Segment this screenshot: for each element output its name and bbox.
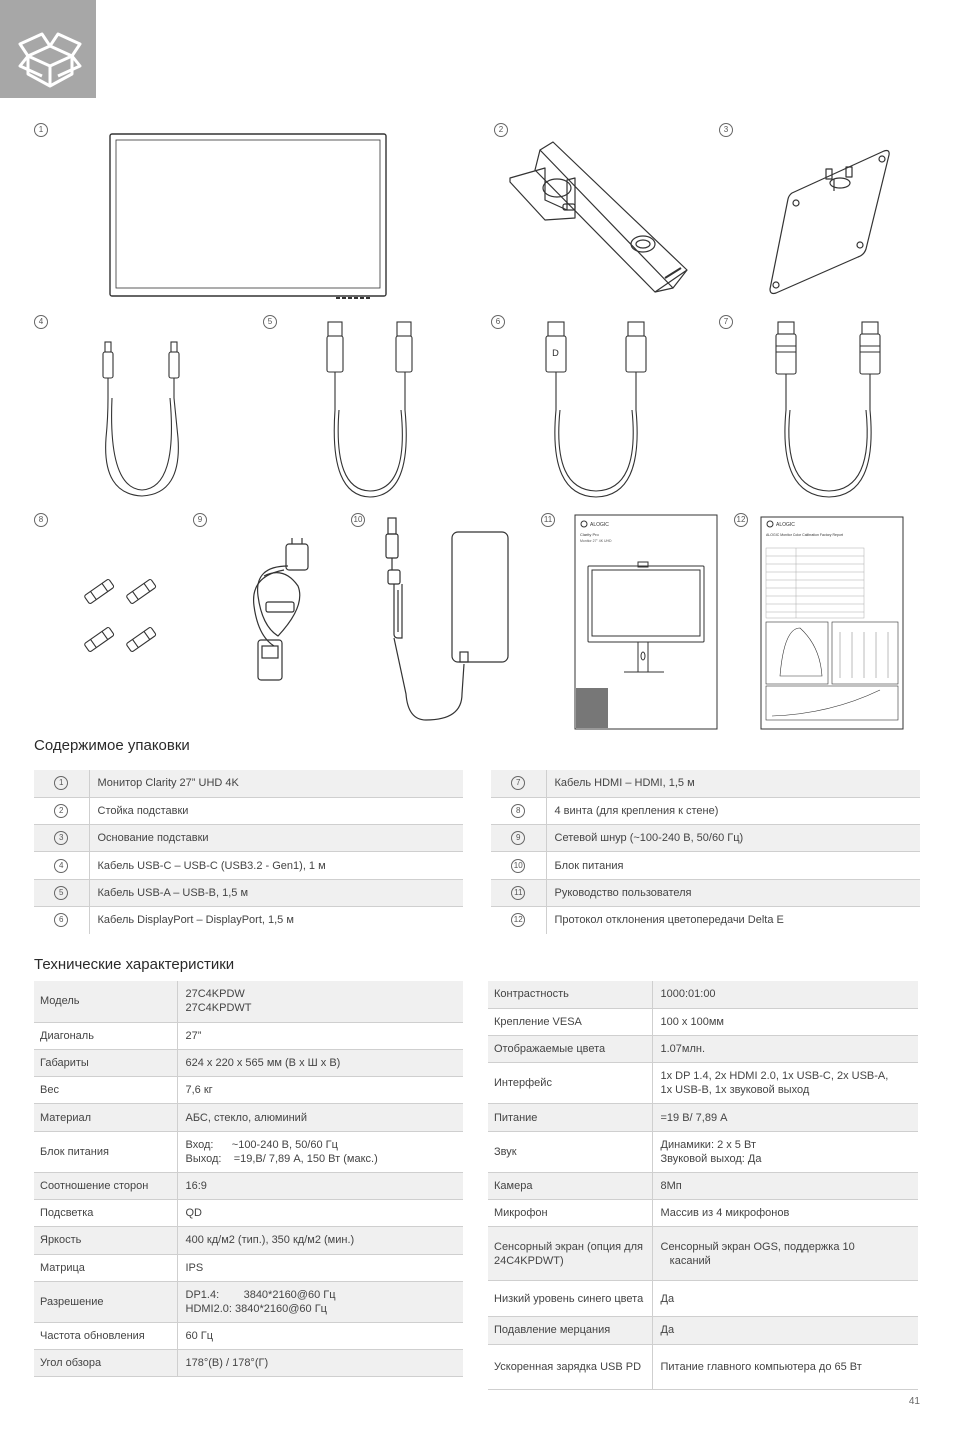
table-row	[491, 852, 920, 879]
spec-key: Габариты	[34, 1049, 177, 1076]
spec-value-line: АБС, стекло, алюминий	[185, 1111, 307, 1124]
spec-value	[177, 1077, 463, 1104]
spec-value	[652, 1199, 918, 1226]
spec-key: Материал	[34, 1104, 177, 1131]
spec-value	[177, 1254, 463, 1281]
usb-a-usb-b-cable-illustration	[325, 320, 415, 500]
item-label: Блок питания	[546, 852, 920, 879]
spec-key: Диагональ	[34, 1022, 177, 1049]
spec-key: Матрица	[34, 1254, 177, 1281]
spec-table-left	[34, 981, 463, 1377]
item-label: Основание подставки	[89, 825, 463, 852]
spec-value-line: Выход: =19,В/ 7,89 А, 150 Вт (макс.)	[185, 1152, 378, 1165]
stand-neck-illustration	[505, 140, 695, 298]
row-number: 2	[54, 804, 68, 818]
spec-table-right	[488, 981, 918, 1390]
item-label: Кабель DisplayPort – DisplayPort, 1,5 м	[97, 914, 294, 927]
table-row	[34, 797, 463, 824]
spec-value-line: Динамики: 2 x 5 Вт	[660, 1138, 756, 1151]
table-row	[34, 1131, 463, 1172]
item-number-7: 7	[719, 315, 733, 329]
table-row	[488, 1317, 918, 1344]
item-label: Протокол отклонения цветопередачи Delta E	[554, 914, 784, 927]
spec-value-line: касаний	[660, 1254, 711, 1267]
spec-value-line: Массив из 4 микрофонов	[660, 1207, 790, 1220]
spec-value	[177, 981, 463, 1022]
manual-title: Clarity Pro	[580, 532, 599, 537]
spec-value-line: 624 x 220 x 565 мм (В х Ш х В)	[185, 1056, 341, 1069]
spec-value-line: 1.07млн.	[660, 1043, 706, 1056]
item-number-10: 10	[351, 513, 365, 527]
table-row	[491, 825, 920, 852]
spec-value-line: Сенсорный экран OGS, поддержка 10	[660, 1240, 855, 1253]
monitor-illustration	[108, 132, 390, 300]
item-number-4: 4	[34, 315, 48, 329]
spec-value-line: 1x USB-B, 1x звуковой выход	[660, 1084, 810, 1097]
table-row	[488, 1104, 918, 1131]
spec-value-line: 60 Гц	[185, 1330, 214, 1343]
spec-value	[652, 1131, 918, 1172]
spec-key: Блок питания	[34, 1131, 177, 1172]
table-row	[488, 1063, 918, 1104]
spec-value-line: 27”	[185, 1029, 202, 1042]
spec-key: Угол обзора	[34, 1350, 177, 1377]
spec-value-line: 16:9	[185, 1179, 207, 1192]
table-row	[34, 1077, 463, 1104]
spec-key: Крепление VESA	[488, 1008, 652, 1035]
table-row	[34, 1254, 463, 1281]
spec-value-line: 1000:01:00	[660, 988, 716, 1001]
spec-key: Вес	[34, 1077, 177, 1104]
user-manual-illustration	[574, 514, 720, 732]
specifications-title: Технические характеристики	[34, 956, 235, 973]
spec-key: Контрастность	[488, 981, 652, 1008]
spec-value-line: Да	[660, 1292, 675, 1305]
row-number: 9	[511, 831, 525, 845]
spec-value	[652, 1344, 918, 1389]
spec-value	[177, 1131, 463, 1172]
table-row	[34, 852, 463, 879]
spec-key: Подавление мерцания	[488, 1317, 652, 1344]
spec-value-line: 1x DP 1.4, 2x HDMI 2.0, 1x USB-C, 2x USB-A,	[660, 1070, 889, 1083]
table-row	[491, 879, 920, 906]
table-row	[34, 1322, 463, 1349]
item-label: Сетевой шнур (~100-240 В, 50/60 Гц)	[546, 825, 920, 852]
wall-screws-illustration	[80, 572, 170, 656]
spec-value	[177, 1049, 463, 1076]
item-number-3: 3	[719, 123, 733, 137]
delta-e-report-illustration	[760, 516, 906, 732]
manual-subtitle: Monitor 27" 4K UHD	[580, 539, 612, 543]
svg-text:D: D	[552, 349, 559, 359]
row-number: 3	[54, 831, 68, 845]
table-row	[488, 1172, 918, 1199]
item-label: Кабель HDMI – HDMI, 1,5 м	[546, 770, 920, 797]
row-number: 8	[511, 804, 525, 818]
table-row	[488, 1008, 918, 1035]
table-row	[34, 981, 463, 1022]
spec-value	[177, 1227, 463, 1254]
row-number: 7	[511, 776, 525, 790]
spec-key: Ускоренная зарядка USB PD	[488, 1344, 652, 1389]
hdmi-cable-illustration	[774, 320, 884, 500]
spec-key: Модель	[34, 981, 177, 1022]
spec-key: Соотношение сторон	[34, 1172, 177, 1199]
spec-key: Частота обновления	[34, 1322, 177, 1349]
spec-key: Яркость	[34, 1227, 177, 1254]
row-number: 12	[511, 913, 525, 927]
spec-value	[652, 1104, 918, 1131]
table-row	[34, 1049, 463, 1076]
box-icon	[18, 28, 82, 90]
spec-key: Разрешение	[34, 1281, 177, 1322]
row-number: 4	[54, 859, 68, 873]
spec-value-line: 27C4KPDW	[185, 988, 245, 1001]
spec-key: Камера	[488, 1172, 652, 1199]
power-cord-illustration	[244, 536, 316, 688]
table-row	[491, 797, 920, 824]
spec-value	[652, 1317, 918, 1344]
report-brand: ALOGIC	[776, 522, 795, 528]
spec-value	[177, 1281, 463, 1322]
spec-key: Отображаемые цвета	[488, 1036, 652, 1063]
package-table-right	[491, 770, 920, 934]
spec-value	[652, 1036, 918, 1063]
table-row	[488, 1227, 918, 1281]
table-row	[488, 1281, 918, 1317]
spec-value-line: Звуковой выход: Да	[660, 1152, 762, 1165]
item-number-12: 12	[734, 513, 748, 527]
page-number: 41	[908, 1396, 920, 1407]
spec-value-line: HDMI2.0: 3840*2160@60 Гц	[185, 1302, 327, 1315]
table-row	[34, 825, 463, 852]
spec-value-line: QD	[185, 1207, 202, 1220]
spec-key: Сенсорный экран (опция для 24C4KPDWT)	[488, 1227, 652, 1281]
spec-value	[652, 1227, 918, 1281]
spec-key: Звук	[488, 1131, 652, 1172]
table-row	[491, 770, 920, 797]
item-label: Стойка подставки	[89, 797, 463, 824]
spec-key: Интерфейс	[488, 1063, 652, 1104]
table-row	[34, 1172, 463, 1199]
spec-value	[177, 1104, 463, 1131]
item-number-6: 6	[491, 315, 505, 329]
table-row	[34, 1350, 463, 1377]
spec-key: Низкий уровень синего цвета	[488, 1281, 652, 1317]
table-row	[491, 906, 920, 933]
spec-value	[177, 1022, 463, 1049]
item-label: Кабель USB-C – USB-C (USB3.2 - Gen1), 1 м	[89, 852, 463, 879]
spec-value-line: Да	[660, 1324, 675, 1337]
spec-value-line: 178°(В) / 178°(Г)	[185, 1357, 269, 1370]
stand-base-illustration	[762, 145, 894, 297]
row-number: 6	[54, 913, 68, 927]
table-row	[34, 1199, 463, 1226]
spec-value	[177, 1350, 463, 1377]
item-number-1: 1	[34, 123, 48, 137]
spec-value-line: DP1.4: 3840*2160@60 Гц	[185, 1288, 336, 1301]
row-number: 11	[511, 886, 525, 900]
table-row	[34, 1104, 463, 1131]
table-row	[488, 1199, 918, 1226]
item-number-9: 9	[193, 513, 207, 527]
package-contents-title: Содержимое упаковки	[34, 737, 190, 754]
table-row	[34, 1022, 463, 1049]
item-number-8: 8	[34, 513, 48, 527]
displayport-cable-illustration	[544, 320, 648, 500]
package-table-left	[34, 770, 463, 934]
spec-key: Подсветка	[34, 1199, 177, 1226]
spec-value-line: Вход: ~100-240 В, 50/60 Гц	[185, 1138, 338, 1151]
spec-value-line: 7,6 кг	[185, 1084, 213, 1097]
spec-value-line: 8Мп	[660, 1179, 682, 1192]
spec-value-line: 100 x 100мм	[660, 1015, 724, 1028]
table-row	[34, 1281, 463, 1322]
table-row	[34, 1227, 463, 1254]
spec-value-line: 400 кд/м2 (тип.), 350 кд/м2 (мин.)	[185, 1234, 355, 1247]
spec-value	[652, 1281, 918, 1317]
spec-value	[177, 1322, 463, 1349]
row-number: 10	[511, 859, 525, 873]
item-label: 4 винта (для крепления к стене)	[546, 797, 920, 824]
usb-c-cable-illustration	[100, 338, 188, 500]
table-row	[488, 981, 918, 1008]
item-label: Руководство пользователя	[546, 879, 920, 906]
table-row	[34, 906, 463, 933]
package-corner-tab	[0, 0, 96, 98]
report-title: ALOGIC Monitor Color Calibration Factory Report	[766, 533, 844, 537]
table-row	[34, 879, 463, 906]
item-number-2: 2	[494, 123, 508, 137]
item-label: Кабель USB-A – USB-B, 1,5 м	[89, 879, 463, 906]
spec-key: Питание	[488, 1104, 652, 1131]
item-number-11: 11	[541, 513, 555, 527]
manual-brand: ALOGIC	[590, 522, 609, 528]
spec-key: Микрофон	[488, 1199, 652, 1226]
spec-value	[177, 1172, 463, 1199]
table-row	[488, 1131, 918, 1172]
spec-value-line: =19 В/ 7,89 А	[660, 1111, 728, 1124]
spec-value	[652, 1008, 918, 1035]
spec-value	[177, 1199, 463, 1226]
spec-value-line: IPS	[185, 1261, 204, 1274]
spec-value	[652, 1063, 918, 1104]
row-number: 1	[54, 776, 68, 790]
spec-value-line: Питание главного компьютера до 65 Вт	[660, 1360, 862, 1373]
table-row	[34, 770, 463, 797]
spec-value	[652, 981, 918, 1008]
item-number-5: 5	[263, 315, 277, 329]
power-adapter-illustration	[380, 514, 516, 724]
spec-value	[652, 1172, 918, 1199]
row-number: 5	[54, 886, 68, 900]
table-row	[488, 1036, 918, 1063]
spec-value-line: 27C4KPDWT	[185, 1002, 252, 1015]
table-row	[488, 1344, 918, 1389]
item-label: Монитор Clarity 27” UHD 4K	[89, 770, 463, 797]
